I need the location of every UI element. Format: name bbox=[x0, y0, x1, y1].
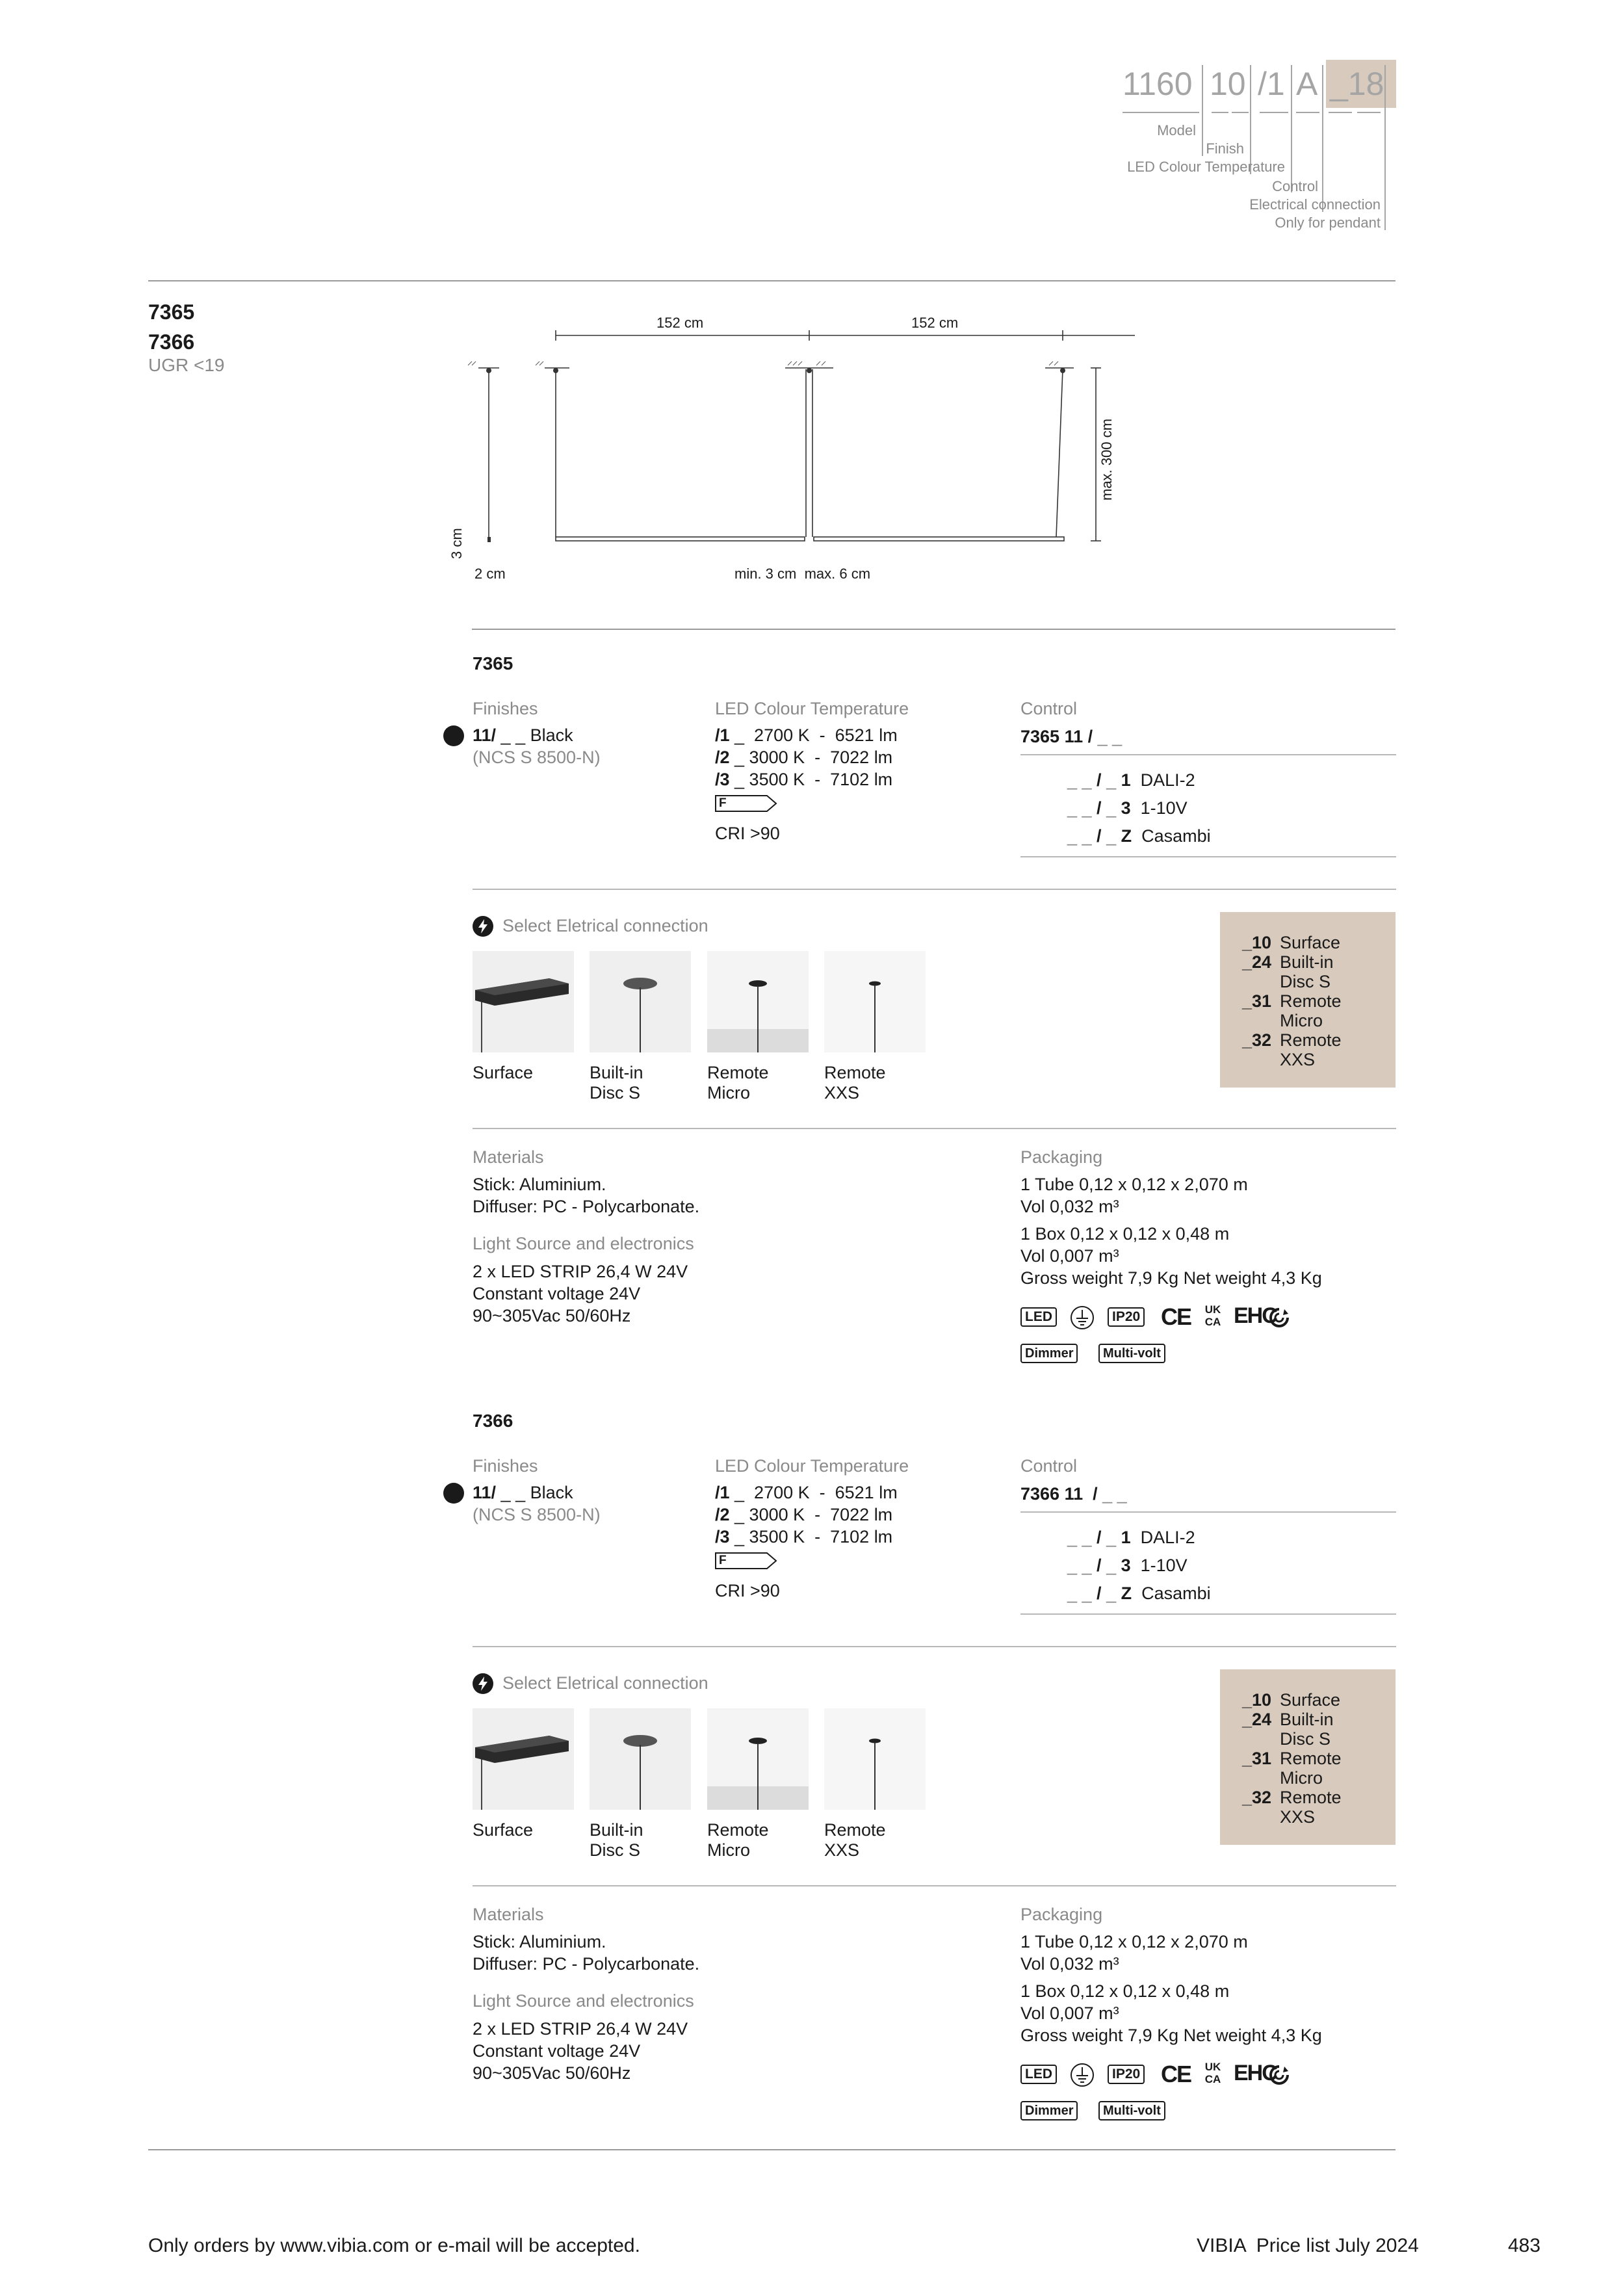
option-built-in-image[interactable] bbox=[590, 951, 691, 1052]
finish-ncs: (NCS S 8500-N) bbox=[473, 1505, 601, 1524]
packaging-line: 1 Box 0,12 x 0,12 x 0,48 m bbox=[1020, 1981, 1230, 2001]
materials-label: Materials bbox=[473, 1905, 544, 1924]
connection-name-line: Built-in bbox=[1280, 952, 1334, 972]
material-line: Diffuser: PC - Polycarbonate. bbox=[473, 1954, 700, 1974]
energy-class: F bbox=[719, 1554, 727, 1567]
temp-code: /1 bbox=[715, 1483, 730, 1502]
control-blank: _ _ bbox=[1067, 1584, 1097, 1603]
connection-name-line: XXS bbox=[1280, 1050, 1316, 1069]
connection-code-row bbox=[1242, 933, 1340, 952]
legend-led: LED Colour Temperature bbox=[1127, 159, 1285, 175]
finish-name: Black bbox=[530, 1483, 573, 1502]
finish-code: 11/ bbox=[473, 725, 497, 745]
light-line: Constant voltage 24V bbox=[473, 2041, 641, 2061]
control-blank: _ _ bbox=[1067, 770, 1097, 790]
finish-swatch-black[interactable] bbox=[443, 725, 464, 746]
select-connection-label: Select Eletrical connection bbox=[502, 916, 708, 935]
option-caption-line: Surface bbox=[473, 1063, 534, 1082]
control-option-dali[interactable] bbox=[1067, 1528, 1195, 1548]
cri: CRI >90 bbox=[715, 824, 780, 843]
product-section bbox=[0, 1391, 1623, 2148]
option-caption bbox=[824, 1063, 886, 1103]
control-code-blank: _ _ bbox=[1097, 1484, 1127, 1504]
control-blank: _ bbox=[1101, 798, 1121, 818]
option-caption-line: Disc S bbox=[590, 1083, 641, 1102]
control-option-name: DALI-2 bbox=[1140, 770, 1195, 790]
temp-code: /3 bbox=[715, 1527, 730, 1546]
product-model: 7366 bbox=[473, 1411, 513, 1431]
temp-code: /1 bbox=[715, 725, 730, 745]
connection-name-line: Disc S bbox=[1280, 1729, 1331, 1749]
packaging-line: Vol 0,032 m³ bbox=[1020, 1954, 1119, 1974]
control-option-code: Z bbox=[1121, 826, 1132, 846]
connection-code-row bbox=[1242, 991, 1342, 1030]
materials-list bbox=[473, 1173, 699, 1218]
control-slash: / bbox=[1097, 1556, 1102, 1575]
light-line: Constant voltage 24V bbox=[473, 1284, 641, 1303]
temp-option[interactable] bbox=[715, 724, 898, 746]
option-caption bbox=[590, 1063, 643, 1103]
connection-code-row bbox=[1242, 1690, 1340, 1710]
control-option-1-10v[interactable] bbox=[1067, 1556, 1188, 1576]
control-option-name: 1-10V bbox=[1140, 798, 1188, 818]
packaging-line: Gross weight 7,9 Kg Net weight 4,3 Kg bbox=[1020, 2026, 1322, 2045]
finish-name: Black bbox=[530, 725, 573, 745]
connection-code-box bbox=[1220, 912, 1396, 1088]
control-option-name: DALI-2 bbox=[1140, 1528, 1195, 1547]
control-blank: _ _ bbox=[1067, 798, 1097, 818]
connection-name-line: Micro bbox=[1280, 1011, 1323, 1030]
ugr-rating: UGR <19 bbox=[148, 355, 225, 375]
control-code bbox=[1020, 1483, 1127, 1505]
ip-badge: IP20 bbox=[1108, 1307, 1145, 1327]
eac-mark: EHC bbox=[1234, 1303, 1277, 1328]
control-option-dali[interactable] bbox=[1067, 770, 1195, 790]
light-label: Light Source and electronics bbox=[473, 1234, 694, 1253]
control-slash: / bbox=[1097, 798, 1102, 818]
control-slash: / bbox=[1097, 770, 1102, 790]
control-option-name: Casambi bbox=[1141, 1584, 1211, 1603]
control-code-prefix: 7366 11 / bbox=[1020, 1484, 1098, 1504]
packaging-box bbox=[1020, 1980, 1322, 2046]
connection-name: Surface bbox=[1280, 933, 1341, 952]
light-line: 2 x LED STRIP 26,4 W 24V bbox=[473, 1262, 688, 1281]
finishes-label: Finishes bbox=[473, 699, 538, 718]
temp-option[interactable] bbox=[715, 1526, 898, 1548]
packaging-label: Packaging bbox=[1020, 1147, 1103, 1167]
divider bbox=[148, 2149, 1396, 2150]
led-label: LED Colour Temperature bbox=[715, 1456, 909, 1476]
control-code-blank: _ _ bbox=[1093, 727, 1123, 746]
dim-gap: min. 3 cm max. 6 cm bbox=[734, 566, 871, 582]
light-line: 90~305Vac 50/60Hz bbox=[473, 2063, 631, 2083]
material-line: Stick: Aluminium. bbox=[473, 1932, 606, 1951]
finish-blank: _ _ bbox=[496, 1483, 526, 1502]
control-slash: / bbox=[1097, 1584, 1102, 1603]
code-connection: _18 bbox=[1330, 66, 1384, 102]
ukca-mark: UK CA bbox=[1204, 2061, 1221, 2085]
temp-option[interactable] bbox=[715, 1504, 898, 1526]
ip-badge: IP20 bbox=[1108, 2065, 1145, 2084]
option-caption-line: Disc S bbox=[590, 1840, 641, 1860]
multivolt-badge: Multi-volt bbox=[1098, 2101, 1165, 2120]
control-code bbox=[1020, 725, 1122, 748]
packaging-line: Vol 0,007 m³ bbox=[1020, 2003, 1119, 2023]
light-label: Light Source and electronics bbox=[473, 1991, 694, 2011]
ce-mark: CE bbox=[1161, 2061, 1191, 2087]
connection-name bbox=[1280, 1030, 1342, 1069]
divider bbox=[473, 1885, 1396, 1886]
dimmer-badge: Dimmer bbox=[1020, 1344, 1078, 1363]
option-surface-image[interactable] bbox=[473, 951, 574, 1052]
temp-option[interactable] bbox=[715, 746, 898, 768]
option-caption-line: Surface bbox=[473, 1820, 534, 1840]
control-label: Control bbox=[1020, 1456, 1078, 1476]
divider bbox=[148, 280, 1396, 281]
code-underline bbox=[1329, 112, 1352, 113]
divider bbox=[473, 1646, 1396, 1647]
code-underline bbox=[1296, 112, 1319, 113]
footer-note: Only orders by www.vibia.com or e-mail will be accepted. bbox=[148, 2235, 640, 2256]
connection-name-line: Disc S bbox=[1280, 972, 1331, 991]
code-control: A bbox=[1296, 66, 1318, 102]
option-remote-xxs-image[interactable] bbox=[824, 951, 926, 1052]
legend-pendant: Only for pendant bbox=[1275, 215, 1381, 231]
connection-code-row bbox=[1242, 1030, 1342, 1069]
connection-name bbox=[1280, 1710, 1334, 1749]
control-blank: _ bbox=[1101, 826, 1121, 846]
finish-ncs: (NCS S 8500-N) bbox=[473, 748, 601, 767]
control-option-code: 3 bbox=[1121, 798, 1131, 818]
footer-brand: VIBIA Price list July 2024 bbox=[1197, 2235, 1419, 2256]
product-section bbox=[0, 634, 1623, 1390]
control-option-code: 1 bbox=[1121, 770, 1131, 790]
temp-code: /3 bbox=[715, 770, 730, 789]
ce-mark: CE bbox=[1161, 1303, 1191, 1330]
dim-height-small: 3 cm bbox=[448, 528, 465, 559]
packaging-tube bbox=[1020, 1173, 1248, 1218]
code-led: /1 bbox=[1258, 66, 1285, 102]
side-model-7365: 7365 bbox=[148, 300, 195, 324]
divider bbox=[1020, 1511, 1396, 1513]
option-remote-micro-image[interactable] bbox=[707, 951, 809, 1052]
code-underline bbox=[1232, 112, 1249, 113]
finish-swatch-black[interactable] bbox=[443, 1483, 464, 1504]
led-label: LED Colour Temperature bbox=[715, 699, 909, 718]
divider bbox=[472, 629, 1396, 630]
temp-code: /2 bbox=[715, 1505, 730, 1524]
option-caption bbox=[473, 1063, 533, 1083]
recycle-icon bbox=[1269, 1307, 1290, 1328]
dim-height-max: max. 300 cm bbox=[1098, 419, 1115, 501]
legend-control: Control bbox=[1272, 178, 1318, 194]
temp-code: /2 bbox=[715, 748, 730, 767]
packaging-line: Gross weight 7,9 Kg Net weight 4,3 Kg bbox=[1020, 1268, 1322, 1288]
control-blank: _ _ bbox=[1067, 1556, 1097, 1575]
connection-code: _32 bbox=[1242, 1788, 1272, 1807]
connection-code: _24 bbox=[1242, 952, 1272, 972]
led-badge: LED bbox=[1020, 1307, 1057, 1327]
control-option-casambi[interactable] bbox=[1067, 826, 1211, 846]
option-remote-xxs-image[interactable] bbox=[824, 1708, 926, 1810]
connection-code: _24 bbox=[1242, 1710, 1272, 1729]
connection-name-line: Micro bbox=[1280, 1768, 1323, 1788]
multivolt-badge: Multi-volt bbox=[1098, 1344, 1165, 1363]
finish-option[interactable] bbox=[473, 724, 573, 746]
product-model: 7365 bbox=[473, 653, 513, 673]
dim-span-left: 152 cm bbox=[656, 315, 704, 331]
led-badge: LED bbox=[1020, 2065, 1057, 2084]
legend-connection: Electrical connection bbox=[1249, 196, 1381, 213]
light-list bbox=[473, 2018, 688, 2084]
control-blank: _ _ bbox=[1067, 826, 1097, 846]
select-connection-label: Select Eletrical connection bbox=[502, 1673, 708, 1693]
option-caption-line: Micro bbox=[707, 1083, 750, 1102]
control-blank: _ _ bbox=[1067, 1528, 1097, 1547]
connection-code: _32 bbox=[1242, 1030, 1272, 1050]
code-separator bbox=[1322, 65, 1323, 212]
connection-name-line: Remote bbox=[1280, 1030, 1342, 1050]
page-number: 483 bbox=[1508, 2235, 1541, 2256]
connection-name-line: Remote bbox=[1280, 1749, 1342, 1768]
packaging-line: 1 Tube 0,12 x 0,12 x 2,070 m bbox=[1020, 1932, 1248, 1951]
connection-code-row bbox=[1242, 1788, 1342, 1827]
packaging-box bbox=[1020, 1223, 1322, 1289]
material-line: Diffuser: PC - Polycarbonate. bbox=[473, 1197, 700, 1216]
materials-label: Materials bbox=[473, 1147, 544, 1167]
control-code-prefix: 7365 11 / bbox=[1020, 727, 1093, 746]
temp-detail: _ 2700 K - 6521 lm bbox=[729, 1483, 898, 1502]
eac-mark: EHC bbox=[1234, 2061, 1277, 2085]
connection-name-line: Remote bbox=[1280, 991, 1342, 1011]
divider bbox=[1020, 856, 1396, 857]
connection-code-row bbox=[1242, 1749, 1342, 1788]
option-caption-line: Micro bbox=[707, 1840, 750, 1860]
connection-code: _10 bbox=[1242, 1690, 1272, 1710]
code-underline bbox=[1260, 112, 1288, 113]
option-caption-line: Remote bbox=[824, 1063, 886, 1082]
packaging-tube bbox=[1020, 1931, 1248, 1975]
ukca-mark: UK CA bbox=[1204, 1303, 1221, 1328]
connection-code: _31 bbox=[1242, 991, 1272, 1011]
packaging-line: Vol 0,007 m³ bbox=[1020, 1246, 1119, 1266]
material-line: Stick: Aluminium. bbox=[473, 1175, 606, 1194]
divider bbox=[1020, 754, 1396, 755]
connection-code-row bbox=[1242, 952, 1334, 991]
packaging-label: Packaging bbox=[1020, 1905, 1103, 1924]
side-model-7366: 7366 bbox=[148, 330, 195, 354]
control-option-1-10v[interactable] bbox=[1067, 798, 1188, 818]
dimmer-badge: Dimmer bbox=[1020, 2101, 1078, 2120]
option-caption-line: Remote bbox=[707, 1820, 769, 1840]
control-blank: _ bbox=[1101, 1528, 1121, 1547]
temp-detail: _ 3000 K - 7022 lm bbox=[729, 748, 893, 767]
finish-option[interactable] bbox=[473, 1481, 573, 1504]
control-label: Control bbox=[1020, 699, 1078, 718]
code-underline bbox=[1123, 112, 1199, 113]
control-option-code: Z bbox=[1121, 1584, 1132, 1603]
control-slash: / bbox=[1097, 826, 1102, 846]
control-option-code: 3 bbox=[1121, 1556, 1131, 1575]
dim-width-small: 2 cm bbox=[474, 566, 506, 582]
packaging-line: 1 Box 0,12 x 0,12 x 0,48 m bbox=[1020, 1224, 1230, 1244]
bolt-icon bbox=[473, 1673, 493, 1694]
option-caption bbox=[707, 1063, 769, 1103]
finish-blank: _ _ bbox=[496, 725, 526, 745]
finishes-label: Finishes bbox=[473, 1456, 538, 1476]
bolt-icon bbox=[473, 916, 493, 937]
option-caption-line: XXS bbox=[824, 1083, 860, 1102]
packaging-line: Vol 0,032 m³ bbox=[1020, 1197, 1119, 1216]
option-surface-image[interactable] bbox=[473, 1708, 574, 1810]
option-caption-line: Remote bbox=[824, 1820, 886, 1840]
control-option-name: 1-10V bbox=[1140, 1556, 1188, 1575]
option-caption-line: Remote bbox=[707, 1063, 769, 1082]
divider bbox=[473, 1128, 1396, 1129]
connection-name-line: XXS bbox=[1280, 1807, 1316, 1827]
connection-name bbox=[1280, 991, 1342, 1030]
connection-code-row bbox=[1242, 1710, 1334, 1749]
light-list bbox=[473, 1260, 688, 1327]
temp-list bbox=[715, 724, 898, 790]
code-separator bbox=[1291, 65, 1292, 192]
control-blank: _ bbox=[1101, 1584, 1121, 1603]
legend-model: Model bbox=[1157, 122, 1196, 138]
divider bbox=[1020, 1613, 1396, 1615]
energy-class: F bbox=[719, 796, 727, 810]
control-option-casambi[interactable] bbox=[1067, 1584, 1211, 1604]
code-separator bbox=[1384, 65, 1386, 230]
control-blank: _ bbox=[1101, 1556, 1121, 1575]
option-caption-line: XXS bbox=[824, 1840, 860, 1860]
connection-name: Surface bbox=[1280, 1690, 1341, 1710]
connection-code-box bbox=[1220, 1669, 1396, 1845]
option-caption bbox=[707, 1820, 769, 1860]
divider bbox=[473, 889, 1396, 890]
control-slash: / bbox=[1097, 1528, 1102, 1547]
temp-detail: _ 3500 K - 7102 lm bbox=[729, 770, 893, 789]
connection-name-line: Built-in bbox=[1280, 1710, 1334, 1729]
recycle-icon bbox=[1269, 2065, 1290, 2085]
connection-name bbox=[1280, 1749, 1342, 1788]
connection-code: _31 bbox=[1242, 1749, 1272, 1768]
finish-code: 11/ bbox=[473, 1483, 497, 1502]
packaging-line: 1 Tube 0,12 x 0,12 x 2,070 m bbox=[1020, 1175, 1248, 1194]
control-option-name: Casambi bbox=[1141, 826, 1211, 846]
dimension-drawing bbox=[448, 306, 1137, 592]
dim-span-right: 152 cm bbox=[911, 315, 959, 331]
control-option-code: 1 bbox=[1121, 1528, 1131, 1547]
cri: CRI >90 bbox=[715, 1581, 780, 1600]
option-remote-micro-image[interactable] bbox=[707, 1708, 809, 1810]
temp-detail: _ 3000 K - 7022 lm bbox=[729, 1505, 893, 1524]
option-caption-line: Built-in bbox=[590, 1820, 643, 1840]
materials-list bbox=[473, 1931, 699, 1975]
ground-icon bbox=[1070, 2063, 1095, 2087]
option-built-in-image[interactable] bbox=[590, 1708, 691, 1810]
code-finish: 10 bbox=[1210, 66, 1246, 102]
connection-name bbox=[1280, 952, 1334, 991]
option-caption-line: Built-in bbox=[590, 1063, 643, 1082]
temp-option[interactable] bbox=[715, 1481, 898, 1504]
temp-option[interactable] bbox=[715, 768, 898, 790]
light-line: 2 x LED STRIP 26,4 W 24V bbox=[473, 2019, 688, 2039]
connection-name bbox=[1280, 1788, 1342, 1827]
temp-detail: _ 2700 K - 6521 lm bbox=[729, 725, 898, 745]
code-model: 1160 bbox=[1123, 66, 1193, 102]
code-separator bbox=[1250, 65, 1251, 174]
light-line: 90~305Vac 50/60Hz bbox=[473, 1306, 631, 1325]
option-caption bbox=[473, 1820, 533, 1840]
code-underline bbox=[1357, 112, 1381, 113]
code-separator bbox=[1202, 65, 1203, 156]
temp-list bbox=[715, 1481, 898, 1548]
connection-name-line: Remote bbox=[1280, 1788, 1342, 1807]
code-underline bbox=[1212, 112, 1228, 113]
legend-finish: Finish bbox=[1206, 140, 1244, 157]
temp-detail: _ 3500 K - 7102 lm bbox=[729, 1527, 893, 1546]
ground-icon bbox=[1070, 1305, 1095, 1330]
option-caption bbox=[590, 1820, 643, 1860]
control-blank: _ bbox=[1101, 770, 1121, 790]
option-caption bbox=[824, 1820, 886, 1860]
connection-code: _10 bbox=[1242, 933, 1272, 952]
technical-drawing bbox=[448, 306, 1137, 592]
